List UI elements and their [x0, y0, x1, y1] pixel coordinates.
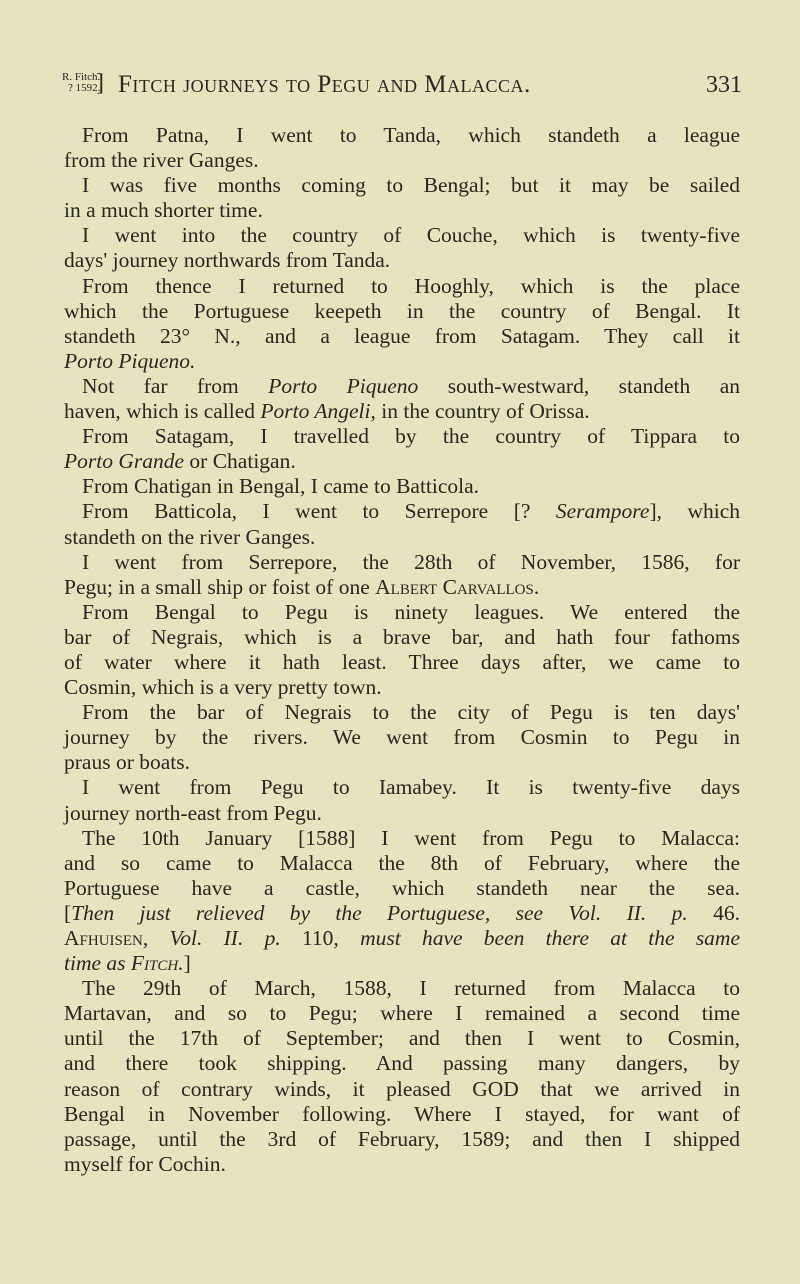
text-segment: , in the country of Orissa.	[370, 399, 590, 424]
text-line	[64, 1152, 740, 1177]
text-segment: days' journey northwards from Tanda.	[64, 248, 391, 273]
text-segment: ,	[142, 926, 170, 950]
text-line	[64, 600, 740, 625]
runner-author: R. Fitch.	[62, 71, 101, 83]
text-line	[64, 550, 740, 575]
text-segment: praus or boats.	[64, 750, 190, 775]
text-line	[64, 525, 740, 550]
styled-text: Porto Angeli	[260, 399, 371, 424]
text-segment: The 29th of March, 1588, I returned from Malacca to	[82, 976, 740, 1001]
text-segment: in a much shorter time.	[64, 198, 263, 223]
styled-text: Porto Piqueno	[268, 373, 419, 398]
text-line	[64, 299, 740, 324]
text-segment: From Bengal to Pegu is ninety leagues. We entered the	[82, 599, 740, 624]
text-line	[64, 876, 740, 901]
header-bracket: ]	[96, 70, 104, 96]
text-segment: myself for Cochin.	[64, 1151, 226, 1176]
text-segment: Martavan, and so to Pegu; where I remained a second time	[64, 1001, 740, 1026]
text-segment: journey by the rivers. We went from Cosmin to Pegu in	[64, 725, 740, 750]
styled-text: Fitch.	[130, 951, 184, 976]
text-line	[64, 1102, 740, 1127]
text-segment: The 10th January [1588] I went from Pegu to Malacca:	[82, 825, 740, 850]
text-line	[64, 1127, 740, 1152]
text-line	[64, 575, 740, 600]
text-line	[64, 148, 740, 173]
text-segment: From the bar of Negrais to the city of Pegu is ten days'	[82, 700, 740, 725]
text-segment: haven, which is called	[64, 399, 261, 424]
text-segment: and so came to Malacca the 8th of February, where the	[64, 850, 740, 875]
text-line	[64, 901, 740, 926]
text-segment: which the Portuguese keepeth in the country of Bengal. It	[64, 298, 740, 323]
text-segment: From Patna, I went to Tanda, which standeth a league	[82, 123, 740, 147]
text-segment: 46.	[687, 900, 741, 925]
text-line	[64, 976, 740, 1001]
styled-text: Albert Carvallos.	[375, 574, 540, 599]
text-segment: I went into the country of Couche, which is twenty-five	[82, 223, 740, 248]
body-text	[64, 123, 740, 1177]
text-segment: bar of Negrais, which is a brave bar, and hath four fathoms	[64, 624, 740, 649]
text-line	[64, 775, 740, 800]
text-line	[64, 725, 740, 750]
page-title: Fitch journeys to Pegu and Malacca.	[118, 71, 531, 98]
styled-text: Then just relieved by the Portuguese, see Vol. II. p.	[71, 900, 688, 925]
text-line	[64, 399, 740, 424]
text-line	[64, 173, 740, 198]
text-segment: and there took shipping. And passing many dangers, by	[64, 1051, 740, 1076]
runner-year: ? 1592.	[68, 82, 101, 94]
text-line	[64, 1051, 740, 1076]
text-line	[64, 274, 740, 299]
text-segment: standeth 23° N., and a league from Satagam. They call it	[64, 323, 740, 348]
text-line	[64, 1026, 740, 1051]
text-line	[64, 750, 740, 775]
text-segment: south-westward, standeth an	[418, 373, 741, 398]
text-segment: of water where it hath least. Three days after, we came to	[64, 649, 740, 674]
text-segment: Bengal in November following. Where I stayed, for want of	[64, 1101, 740, 1126]
text-segment: standeth on the river Ganges.	[64, 524, 316, 549]
text-segment: From Chatigan in Bengal, I came to Batticola.	[82, 474, 480, 499]
text-segment: journey north-east from Pegu.	[64, 800, 322, 825]
text-segment: reason of contrary winds, it pleased GOD that we arrived in	[64, 1076, 740, 1101]
text-segment: 110,	[280, 926, 361, 950]
text-line	[64, 700, 740, 725]
styled-text: time as	[64, 951, 131, 976]
text-line	[64, 851, 740, 876]
text-segment: Pegu; in a small ship or foist of one	[64, 574, 376, 599]
text-line	[64, 123, 740, 148]
text-line	[64, 248, 740, 273]
styled-text: Porto Grande	[64, 449, 185, 474]
text-line	[64, 349, 740, 374]
text-line	[64, 449, 740, 474]
styled-text: Afhuisen	[64, 926, 143, 950]
text-line	[64, 198, 740, 223]
text-line	[64, 1077, 740, 1102]
text-segment: I went from Serrepore, the 28th of November, 1586, for	[82, 549, 740, 574]
text-line	[64, 499, 740, 524]
text-segment: passage, until the 3rd of February, 1589; and then I shipped	[64, 1126, 740, 1151]
text-line	[64, 474, 740, 499]
text-segment: I was five months coming to Bengal; but it may be sailed	[82, 173, 740, 198]
text-line	[64, 801, 740, 826]
running-author-note	[62, 72, 100, 94]
text-segment: Not far from	[82, 373, 269, 398]
styled-text: Serampore	[555, 499, 650, 524]
text-line	[64, 223, 740, 248]
styled-text: must have been there at the same	[360, 926, 741, 950]
text-segment: from the river Ganges.	[64, 148, 259, 173]
text-line	[64, 826, 740, 851]
text-segment: Portuguese have a castle, which standeth near the sea.	[64, 875, 740, 900]
text-line	[64, 625, 740, 650]
running-header	[62, 70, 742, 104]
text-segment: Cosmin, which is a very pretty town.	[64, 675, 382, 700]
styled-text: Vol. II. p.	[169, 926, 281, 950]
text-segment: From Batticola, I went to Serrepore [?	[82, 499, 556, 524]
text-line	[64, 324, 740, 349]
text-segment: or Chatigan.	[184, 449, 296, 474]
text-segment: until the 17th of September; and then I went to Cosmin,	[64, 1026, 740, 1051]
text-segment: [	[64, 900, 72, 925]
text-segment: From Satagam, I travelled by the country of Tippara to	[82, 424, 740, 449]
text-segment: I went from Pegu to Iamabey. It is twenty-five days	[82, 775, 740, 800]
text-line	[64, 926, 740, 951]
text-segment: From thence I returned to Hooghly, which is the place	[82, 273, 740, 298]
styled-text: Porto Piqueno.	[64, 348, 196, 373]
text-line	[64, 675, 740, 700]
text-line	[64, 951, 740, 976]
text-line	[64, 424, 740, 449]
page-number: 331	[706, 72, 742, 98]
text-line	[64, 650, 740, 675]
text-line	[64, 1001, 740, 1026]
text-segment: ], which	[649, 499, 740, 524]
text-line	[64, 374, 740, 399]
text-segment: ]	[183, 951, 191, 976]
